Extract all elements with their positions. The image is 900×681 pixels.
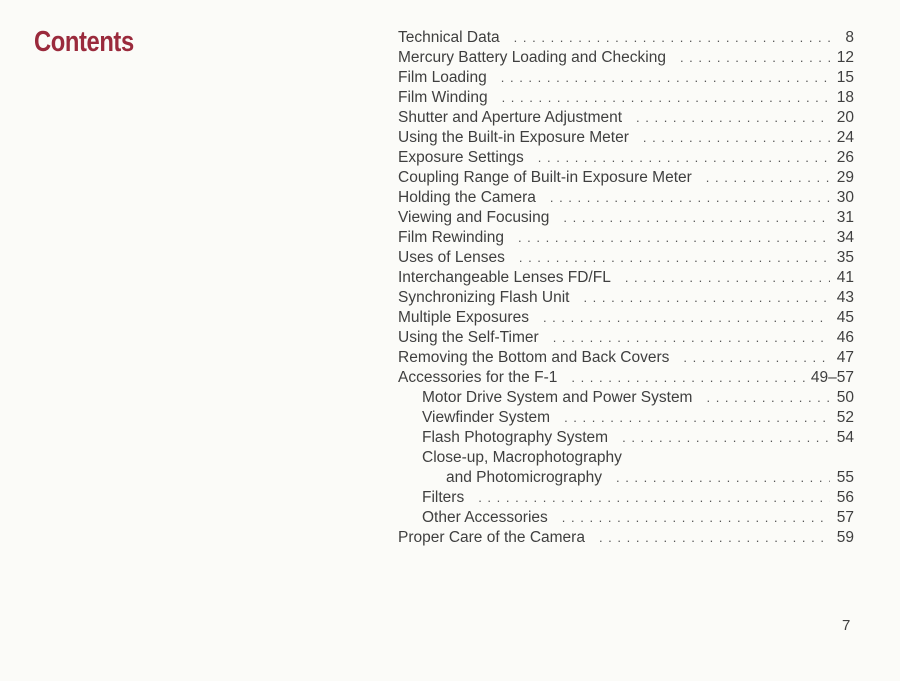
toc-entry-label: Viewing and Focusing xyxy=(398,209,550,226)
toc-entry-label: Motor Drive System and Power System xyxy=(422,389,693,406)
toc-entry-page: 57 xyxy=(836,509,854,526)
toc-entry-page: 8 xyxy=(845,29,854,46)
toc-entry[interactable] xyxy=(398,28,854,48)
toc-entry-label: Shutter and Aperture Adjustment xyxy=(398,109,623,126)
toc-entry-page: 54 xyxy=(836,429,854,446)
toc-entry[interactable] xyxy=(398,208,854,228)
toc-entry-label: Film Rewinding xyxy=(398,229,504,246)
toc-entry-label: Technical Data xyxy=(398,29,500,46)
toc-entry[interactable] xyxy=(398,48,854,68)
leader-dots xyxy=(538,148,830,168)
toc-entry-label: Holding the Camera xyxy=(398,189,536,206)
toc-entry-page: 29 xyxy=(836,169,854,186)
toc-entry-label: Flash Photography System xyxy=(422,429,609,446)
leader-dots xyxy=(683,348,830,368)
toc-entry-page: 50 xyxy=(836,389,854,406)
toc-subentry[interactable] xyxy=(398,408,854,428)
toc-entry-page: 41 xyxy=(836,269,854,286)
toc-entry-label: Multiple Exposures xyxy=(398,309,529,326)
toc-entry-page: 24 xyxy=(836,129,854,146)
leader-dots xyxy=(583,288,830,308)
toc-entry[interactable] xyxy=(398,228,854,248)
toc-entry-page: 43 xyxy=(836,289,854,306)
page-number: 7 xyxy=(842,617,851,634)
toc-entry[interactable] xyxy=(398,148,854,168)
leader-dots xyxy=(643,128,830,148)
leader-dots xyxy=(514,28,830,48)
toc-entry-page: 52 xyxy=(836,409,854,426)
toc-entry-label: Accessories for the F-1 xyxy=(398,369,558,386)
toc-entry[interactable] xyxy=(398,528,854,548)
toc-entry-label: Using the Built-in Exposure Meter xyxy=(398,129,629,146)
toc-entry-page: 49–57 xyxy=(810,369,854,386)
toc-entry-page: 47 xyxy=(836,349,854,366)
leader-dots xyxy=(636,108,830,128)
toc-entry-label: Close-up, Macrophotography xyxy=(422,449,622,466)
toc-entry[interactable] xyxy=(398,348,854,368)
toc-entry[interactable] xyxy=(398,328,854,348)
toc-entry-label: Removing the Bottom and Back Covers xyxy=(398,349,670,366)
toc-entry-page: 26 xyxy=(836,149,854,166)
leader-dots xyxy=(562,508,830,528)
leader-dots xyxy=(622,428,830,448)
leader-dots xyxy=(616,468,830,488)
leader-dots xyxy=(706,388,830,408)
toc-entry-label: Synchronizing Flash Unit xyxy=(398,289,570,306)
leader-dots xyxy=(543,308,830,328)
toc-entry-page: 35 xyxy=(836,249,854,266)
page-title: Contents xyxy=(34,26,134,58)
toc-subentry[interactable] xyxy=(398,428,854,448)
toc-entry-page: 34 xyxy=(836,229,854,246)
toc-entry[interactable] xyxy=(398,68,854,88)
leader-dots xyxy=(599,528,830,548)
toc-entry-label: Interchangeable Lenses FD/FL xyxy=(398,269,611,286)
toc-subentry[interactable] xyxy=(398,388,854,408)
leader-dots xyxy=(563,208,830,228)
toc-entry[interactable] xyxy=(398,188,854,208)
toc-entry-label: Filters xyxy=(422,489,465,506)
toc-entry-label: Film Winding xyxy=(398,89,488,106)
toc-entry-label: Other Accessories xyxy=(422,509,548,526)
toc-entry[interactable] xyxy=(398,368,854,388)
toc-entry-page: 59 xyxy=(836,529,854,546)
toc-entry-label: Viewfinder System xyxy=(422,409,551,426)
toc-subentry[interactable] xyxy=(398,488,854,508)
toc-entry-page: 31 xyxy=(836,209,854,226)
toc-entry-label: Coupling Range of Built-in Exposure Meter xyxy=(398,169,692,186)
toc-entry[interactable] xyxy=(398,88,854,108)
toc-entry-page: 46 xyxy=(836,329,854,346)
toc-entry-label: Exposure Settings xyxy=(398,149,524,166)
toc-entry[interactable] xyxy=(398,268,854,288)
toc-entry[interactable] xyxy=(398,168,854,188)
leader-dots xyxy=(519,248,830,268)
leader-dots xyxy=(501,68,830,88)
toc-entry-page: 12 xyxy=(836,49,854,66)
toc-entry-page: 55 xyxy=(836,469,854,486)
toc-entry[interactable] xyxy=(398,308,854,328)
table-of-contents xyxy=(398,28,854,548)
toc-entry-page: 15 xyxy=(836,69,854,86)
toc-entry-page: 18 xyxy=(836,89,854,106)
toc-subentry[interactable] xyxy=(398,448,854,468)
toc-entry-label: and Photomicrography xyxy=(446,469,602,486)
leader-dots xyxy=(518,228,830,248)
leader-dots xyxy=(478,488,830,508)
toc-entry-page: 45 xyxy=(836,309,854,326)
toc-entry-label: Using the Self-Timer xyxy=(398,329,539,346)
leader-dots xyxy=(571,368,805,388)
toc-entry[interactable] xyxy=(398,288,854,308)
toc-entry-label: Mercury Battery Loading and Checking xyxy=(398,49,666,66)
leader-dots xyxy=(502,88,830,108)
toc-entry-page: 20 xyxy=(836,109,854,126)
leader-dots xyxy=(550,188,830,208)
toc-entry[interactable] xyxy=(398,248,854,268)
toc-subentry-continuation[interactable] xyxy=(398,468,854,488)
leader-dots xyxy=(564,408,830,428)
leader-dots xyxy=(625,268,830,288)
toc-entry-label: Uses of Lenses xyxy=(398,249,505,266)
toc-subentry[interactable] xyxy=(398,508,854,528)
toc-entry-page: 30 xyxy=(836,189,854,206)
toc-entry[interactable] xyxy=(398,108,854,128)
toc-entry-label: Film Loading xyxy=(398,69,487,86)
toc-entry[interactable] xyxy=(398,128,854,148)
leader-dots xyxy=(706,168,830,188)
toc-entry-page: 56 xyxy=(836,489,854,506)
toc-entry-label: Proper Care of the Camera xyxy=(398,529,585,546)
leader-dots xyxy=(680,48,830,68)
leader-dots xyxy=(553,328,830,348)
